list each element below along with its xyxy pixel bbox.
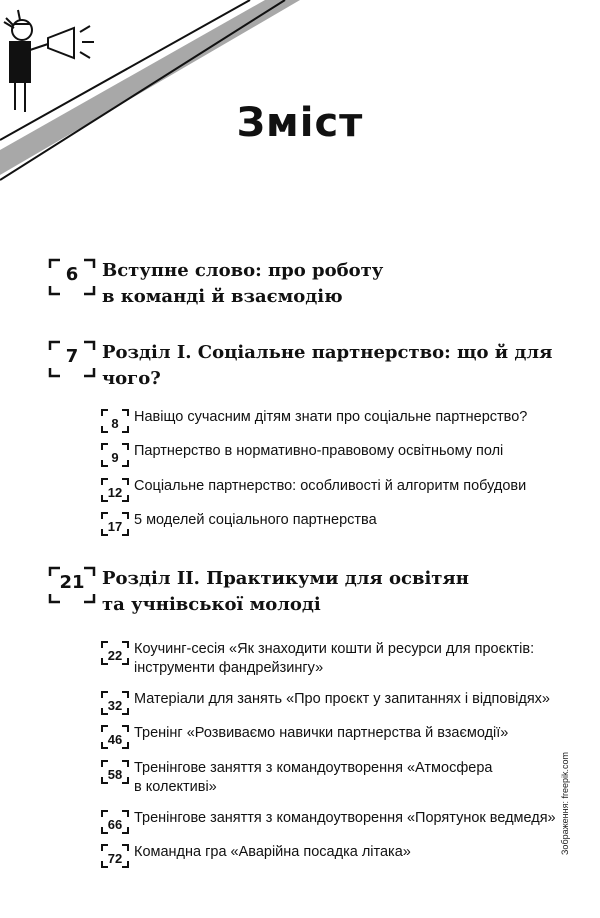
section-page-number: 21 [59, 572, 85, 593]
entry-title-line: 5 моделей соціального партнерства [134, 512, 377, 528]
section-title-line: Розділ ІІ. Практикуми для освітян [102, 568, 469, 589]
entry-title [134, 843, 574, 862]
entry-title-line: Коучинг-сесія «Як знаходити кошти й ресурси для проєктів: [134, 641, 535, 657]
entry-title-line: Партнерство в нормативно-правовому освітньому полі [134, 443, 504, 459]
entry-page-number: 66 [107, 817, 123, 832]
megaphone-person-icon [4, 10, 94, 112]
entry-title [134, 408, 574, 427]
section-page-number: 6 [65, 264, 79, 285]
entry-title-line: Навіщо сучасним дітям знати про соціальне партнерство? [134, 409, 528, 425]
entry-page-number: 58 [107, 767, 123, 782]
section-title-line: Розділ І. Соціальне партнерство: що й для [102, 342, 553, 363]
entry-title-line: в колективі» [134, 779, 217, 795]
entry-title-line: Тренінгове заняття з командоутворення «Порятунок ведмедя» [134, 810, 556, 826]
entry-page-number: 22 [107, 648, 123, 663]
entry-title [134, 809, 574, 828]
entry-title-line: Тренінгове заняття з командоутворення «Атмосфера [134, 760, 493, 776]
entry-title [134, 759, 574, 797]
entry-title-line: Матеріали для занять «Про проєкт у запитаннях і відповідях» [134, 691, 550, 707]
entry-title [134, 690, 574, 709]
section-title [102, 258, 383, 310]
section-title-line: чого? [102, 368, 161, 389]
section-title-line: та учнівської молоді [102, 594, 321, 615]
section-page-number: 7 [65, 346, 79, 367]
entry-page-number: 8 [111, 416, 119, 431]
section-title [102, 566, 469, 618]
entry-title [134, 511, 574, 530]
entry-title [134, 477, 574, 496]
entry-page-number: 32 [107, 698, 123, 713]
entry-page-number: 72 [107, 851, 123, 866]
entry-page-number: 12 [107, 485, 123, 500]
entry-title-line: Тренінг «Розвиваємо навички партнерства й взаємодії» [134, 725, 509, 741]
entry-title [134, 724, 574, 743]
entry-page-number: 46 [107, 732, 123, 747]
diagonal-line-lower [0, 0, 285, 180]
page-title: Зміст [236, 100, 364, 146]
entry-page-number: 17 [107, 519, 123, 534]
image-credit: Зображення: freepik.com [560, 752, 570, 855]
entry-title-line: інструменти фандрейзингу» [134, 660, 324, 676]
section-title [102, 340, 552, 392]
entry-title-line: Соціальне партнерство: особливості й алгоритм побудови [134, 478, 527, 494]
section-title-line: Вступне слово: про роботу [102, 260, 384, 281]
entry-page-number: 9 [111, 450, 119, 465]
diagonal-gray-band [0, 0, 300, 175]
entry-title [134, 640, 574, 678]
entry-title [134, 442, 574, 461]
section-title-line: в команді й взаємодію [102, 286, 343, 307]
entry-title-line: Командна гра «Аварійна посадка літака» [134, 844, 411, 860]
